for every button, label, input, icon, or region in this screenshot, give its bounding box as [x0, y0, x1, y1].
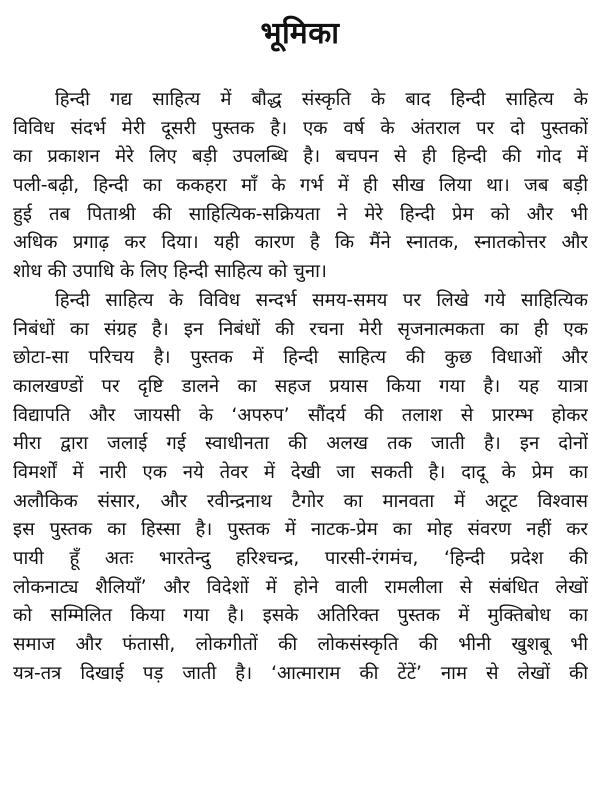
text-line: लोकनाट्य शैलियाँ’ और विदेशों में होने वाली रामलीला से संबंधित लेखों: [13, 576, 588, 598]
text-line: मीरा द्वारा जलाई गई स्वाधीनता की अलख तक जाती है। इन दोनों: [13, 433, 588, 455]
page-title: भूमिका: [260, 16, 340, 51]
text-line: हिन्दी गद्य साहित्य में बौद्ध संस्कृति के बाद हिन्दी साहित्य के: [55, 89, 588, 110]
text-line: हिन्दी साहित्य के विविध सन्दर्भ समय-समय पर लिखे गये साहित्यिक: [55, 289, 588, 311]
text-line: का प्रकाशन मेरे लिए बड़ी उपलब्धि है। बचपन से ही हिन्दी की गोद में: [13, 146, 588, 168]
text-line: विमर्शों में नारी एक नये तेवर में देखी जा सकती है। दादू के प्रेम का: [13, 461, 588, 483]
text-line: अधिक प्रगाढ़ कर दिया। यही कारण है कि मैंने स्नातक, स्नातकोत्तर और: [13, 232, 588, 254]
text-line: छोटा-सा परिचय है। पुस्तक में हिन्दी साहित्य की कुछ विधाओं और: [13, 347, 588, 369]
text-line: शोध की उपाधि के लिए हिन्दी साहित्य को चुना।: [13, 261, 327, 283]
text-line: हुई तब पिताश्री की साहित्यिक-सक्रियता ने मेरे हिन्दी प्रेम को और भी: [13, 203, 588, 225]
paragraph-2: [13, 287, 588, 689]
body-text: [13, 86, 588, 688]
text-line: इस पुस्तक का हिस्सा है। पुस्तक में नाटक-प्रेम का मोह संवरण नहीं कर: [13, 519, 588, 541]
text-line: समाज और फंतासी, लोकगीतों की लोकसंस्कृति की भीनी खुशबू भी: [13, 634, 588, 656]
text-line: पायी हूँ अतः भारतेन्दु हरिश्चन्द्र, पारसी-रंगमंच, ‘हिन्दी प्रदेश की: [13, 548, 588, 569]
paragraph-1: [13, 86, 588, 287]
text-line: अलौकिक संसार, और रवीन्द्रनाथ टैगोर का मानवता में अटूट विश्वास: [13, 490, 588, 512]
text-line: पली-बढ़ी, हिन्दी का ककहरा माँ के गर्भ में ही सीख लिया था। जब बड़ी: [13, 175, 588, 197]
text-line: को सम्मिलित किया गया है। इसके अतिरिक्त पुस्तक में मुक्तिबोध का: [13, 605, 588, 627]
text-line: यत्र-तत्र दिखाई पड़ जाती है। ‘आत्माराम की टेंटें’ नाम से लेखों की: [13, 662, 588, 684]
text-line: निबंधों का संग्रह है। इन निबंधों की रचना मेरी सृजनात्मकता का ही एक: [13, 318, 588, 340]
text-line: विद्यापति और जायसी के ‘अपरुप’ सौंदर्य की तलाश से प्रारम्भ होकर: [13, 404, 588, 426]
text-line: कालखण्डों पर दृष्टि डालने का सहज प्रयास किया गया है। यह यात्रा: [13, 375, 588, 397]
text-line: विविध संदर्भ मेरी दूसरी पुस्तक है। एक वर्ष के अंतराल पर दो पुस्तकों: [13, 117, 588, 139]
